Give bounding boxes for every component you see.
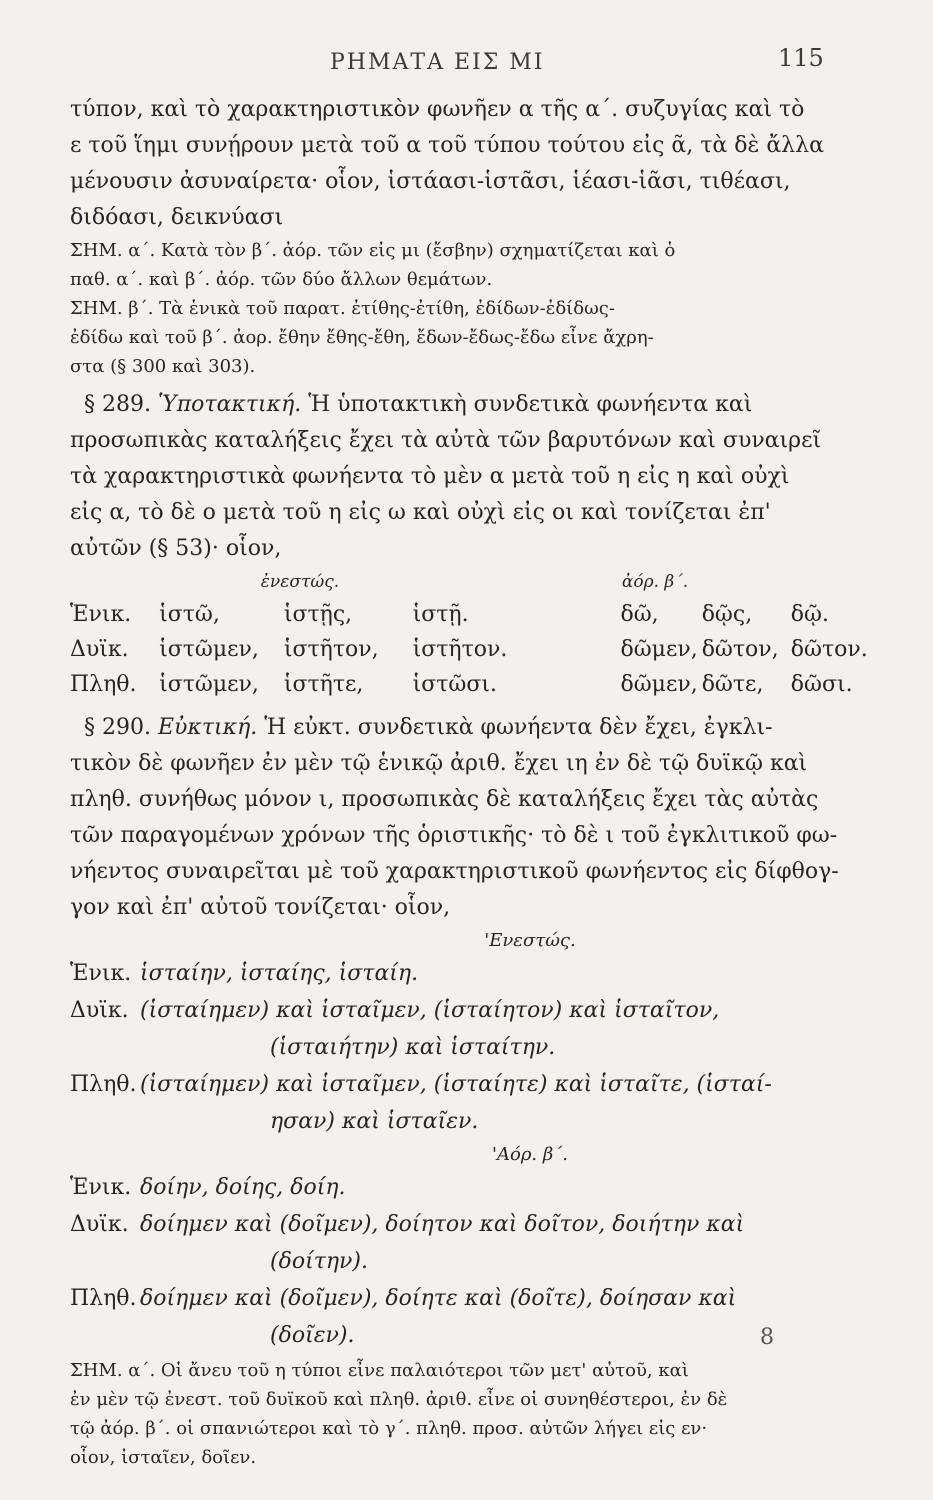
page-header [0,42,933,82]
row-label [70,1103,140,1140]
form: δῶτε, [701,672,764,697]
section-number: § 289. [84,392,151,417]
text-line: τῶν παραγομένων χρόνων τῆς ὁριστικῆς· τὸ δὲ ι τοῦ ἐγκλιτικοῦ φω- [70,823,838,848]
note-line: στα (§ 300 καὶ 303). [70,356,256,377]
section-289-first-line [70,387,870,423]
form: δῶτον. [790,637,868,662]
text-line: προσωπικὰς καταλήξεις ἔχει τὰ αὐτὰ τῶν βαρυτόνων καὶ συναιρεῖ [70,428,822,453]
row-label: Ἑνικ. [70,1175,132,1200]
section-290-first-line [70,710,870,746]
text-line: τικὸν δὲ φωνῆεν ἐν μὲν τῷ ἑνικῷ ἀριθ. ἔχει ιη ἐν δὲ τῷ δυϊκῷ καὶ [70,751,808,776]
row-label: Δυϊκ. [70,1212,129,1237]
text-line: μένουσιν ἀσυναίρετα· οἷον, ἱστάασι-ἱστᾶσι, ἱέασι-ἱᾶσι, τιθέασι, [70,169,791,194]
form: ἱστῆτον. [412,637,508,662]
text-line: πληθ. συνήθως μόνον ι, προσωπικὰς δὲ καταλήξεις ἔχει τὰς αὐτὰς [70,787,819,812]
text-line: ε τοῦ ἵημι συνῄρουν μετὰ τοῦ α τοῦ τύπου τούτου εἰς ᾶ, τὰ δὲ ἄλλα [70,133,824,158]
aorist-heading: ἀόρ. β΄. [621,572,689,592]
text-line: τύπον, καὶ τὸ χαρακτηριστικὸν φωνῆεν α τῆς α΄. συζυγίας καὶ τὸ [70,97,805,122]
text-line: τὰ χαρακτηριστικὰ φωνήεντα τὸ μὲν α μετὰ τοῦ η εἰς η καὶ οὐχὶ [70,464,790,489]
note-line: παθ. α΄. καὶ β΄. ἀόρ. τῶν δύο ἄλλων θεμάτων. [70,269,493,290]
row-label: Δυϊκ. [70,637,129,662]
note-line: ἐδίδω καὶ τοῦ β΄. ἀορ. ἔθην ἔθης-ἔθη, ἔδων-ἔδως-ἔδω εἶνε ἄχρη- [70,327,654,348]
signature-mark: 8 [760,1325,774,1350]
row-label [70,1029,140,1066]
notes-block-1 [70,236,870,381]
note-line: οἷον, ἱσταῖεν, δοῖεν. [70,1447,257,1468]
forms: δοίημεν καὶ (δοῖμεν), δοίητε καὶ (δοῖτε), δοίησαν καὶ [140,1286,737,1311]
section-number: § 290. [84,715,151,740]
row-label: Πληθ. [70,1286,137,1311]
row-label: Πληθ. [70,672,137,697]
optative-row [70,1243,870,1280]
subjunctive-column-headings [70,567,870,597]
optative-row [70,1280,870,1317]
text-line: νήεντος συναιρεῖται μὲ τοῦ χαρακτηριστικοῦ φωνήεντος εἰς δίφθογ- [70,859,839,884]
forms: (ἱσταίημεν) καὶ ἱσταῖμεν, (ἱσταίητον) καὶ ἱσταῖτον, [140,998,720,1023]
section-text: Ἡ ὑποτακτικὴ συνδετικὰ φωνήεντα καὶ [308,392,753,417]
forms: δοίημεν καὶ (δοῖμεν), δοίητον καὶ δοῖτον, δοιήτην καὶ [140,1212,745,1237]
section-text: Ἡ εὐκτ. συνδετικὰ φωνήεντα δὲν ἔχει, ἐγκλι- [264,715,773,740]
form: δῶμεν, [620,672,698,697]
optative-row [70,1317,870,1354]
note-line: τῷ ἀόρ. β΄. οἱ σπανιώτεροι καὶ τὸ γ΄. πληθ. προσ. αὐτῶν λήγει εἰς εν· [70,1418,708,1439]
text-line: αὐτῶν (§ 53)· οἷον, [70,536,282,561]
running-title: ΡΗΜΑΤΑ ΕΙΣ ΜΙ [330,50,545,75]
form: ἱστῶ, [159,602,220,627]
form: ἱστῆτον, [283,637,379,662]
forms: (δοῖεν). [270,1323,355,1348]
forms: (ἱσταιήτην) καὶ ἱσταίτην. [270,1035,556,1060]
note-line: ΣΗΜ. α΄. Κατὰ τὸν β΄. ἀόρ. τῶν εἰς μι (ἔσβην) σχηματίζεται καὶ ὁ [70,240,676,261]
section-title: Ὑποτακτική. [157,392,302,417]
form: δῶσι. [790,672,853,697]
page-body [70,92,870,1472]
form: ἱστῇς, [283,602,353,627]
section-title: Εὐκτική. [157,715,258,740]
form: δῶ, [620,602,659,627]
text-line: εἰς α, τὸ δὲ ο μετὰ τοῦ η εἰς ω καὶ οὐχὶ εἰς οι καὶ τονίζεται ἐπ' [70,500,771,525]
text-line: γον καὶ ἐπ' αὐτοῦ τονίζεται· οἷον, [70,895,451,920]
optative-row [70,1206,870,1243]
forms: δοίην, δοίης, δοίη. [140,1175,346,1200]
present-heading: ἐνεστώς. [260,572,340,592]
note-line: ΣΗΜ. α΄. Οἱ ἄνευ τοῦ η τύποι εἶνε παλαιότεροι τῶν μετ' αὐτοῦ, καὶ [70,1360,689,1381]
optative-row [70,1066,870,1103]
optative-present-heading: 'Ενεστώς. [484,930,576,951]
optative-row [70,1103,870,1140]
optative-row [70,992,870,1029]
intro-paragraph [70,92,870,236]
paradigm-row-dual [70,632,870,667]
row-label [70,1243,140,1280]
section-289 [70,387,870,702]
form: ἱστῆτε, [283,672,364,697]
form: δῶμεν, [620,637,698,662]
row-label: Πληθ. [70,1072,137,1097]
forms: ἱσταίην, ἱσταίης, ἱσταίη. [140,961,419,986]
text-line: διδόασι, δεικνύασι [70,205,284,230]
optative-row [70,955,870,992]
form: δῶτον, [701,637,779,662]
form: δῷ. [790,602,829,627]
notes-block-2 [70,1356,870,1472]
row-label: Δυϊκ. [70,998,129,1023]
page-number: 115 [778,44,824,72]
form: ἱστῶμεν, [159,637,259,662]
form: ἱστῇ. [412,602,469,627]
optative-row [70,1169,870,1206]
paradigm-row-plural [70,667,870,702]
forms: (δοίτην). [270,1249,369,1274]
form: ἱστῶσι. [412,672,497,697]
note-line: ἐν μὲν τῷ ἐνεστ. τοῦ δυϊκοῦ καὶ πληθ. ἀριθ. εἶνε οἱ συνηθέστεροι, ἐν δὲ [70,1389,728,1410]
form: ἱστῶμεν, [159,672,259,697]
row-label: Ἑνικ. [70,602,132,627]
paradigm-row-singular [70,597,870,632]
optative-aorist-heading: 'Αόρ. β΄. [492,1144,568,1165]
note-line: ΣΗΜ. β΄. Τὰ ἑνικὰ τοῦ παρατ. ἐτίθης-ἐτίθη, ἐδίδων-ἐδίδως- [70,298,615,319]
optative-row [70,1029,870,1066]
row-label: Ἑνικ. [70,961,132,986]
section-290 [70,710,870,1354]
forms: ησαν) καὶ ἱσταῖεν. [270,1109,479,1134]
row-label [70,1317,140,1354]
form: δῷς, [701,602,753,627]
forms: (ἱσταίημεν) καὶ ἱσταῖμεν, (ἱσταίητε) καὶ ἱσταῖτε, (ἱσταί- [140,1072,772,1097]
